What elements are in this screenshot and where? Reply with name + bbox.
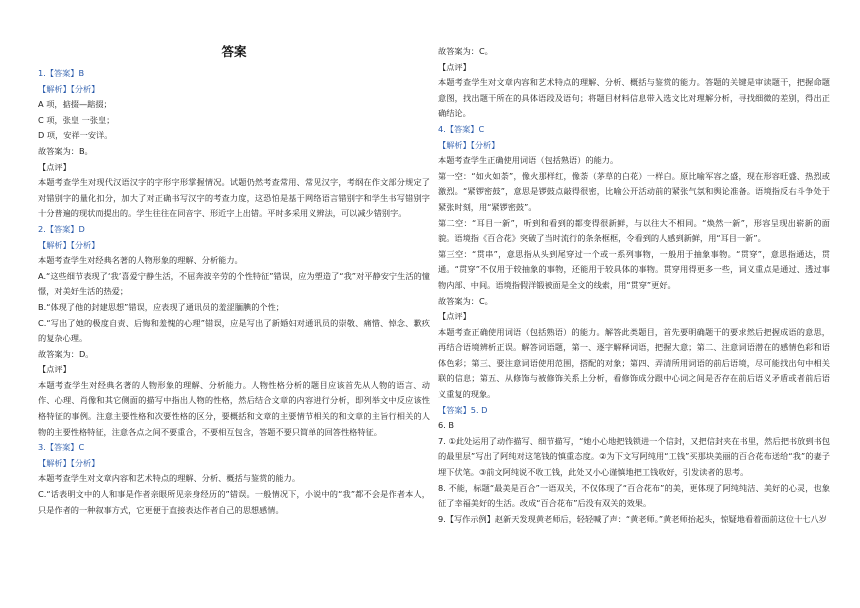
left-paragraph: C.“话表明文中的人和事是作者亲眼所见亲身经历的”错误。一般情况下，小说中的“我”都不会是作者本人，只是作者的一种叙事方式，它更便于直接表达作者自己的思想感情。: [38, 489, 430, 515]
left-paragraph: C.“写出了她的极度自责、后悔和羞愧的心理”错误，应是写出了新婚妇对通讯员的崇敬、痛惜、悼念、歉疚的复杂心理。: [38, 317, 430, 344]
left-paragraph: 【点评】: [38, 161, 71, 172]
left-paragraph: 【解析】【分析】: [38, 83, 100, 94]
left-paragraph: 本题考查学生对经典名著的人物形象的理解、分析能力。: [38, 255, 243, 266]
left-paragraph: B.“体现了他的封建思想”错误，应表现了通讯员的羞涩腼腆的个性；: [38, 301, 284, 312]
right-paragraph: 8. 不能，标题“最美是百合”一语双关，不仅体现了“百合花布”的美，更体现了阿纯纯洁、美好的心灵，也象征了幸福美好的生活。改成“百合花布”后没有双关的效果。: [438, 482, 830, 509]
right-lines: [438, 44, 830, 527]
right-paragraph: 4.【答案】C: [438, 123, 485, 134]
left-paragraph: 【解析】【分析】: [38, 457, 100, 468]
page-title: 答案: [221, 44, 247, 59]
left-paragraph: 3.【答案】C: [38, 442, 85, 453]
right-paragraph: 本题考查正确使用词语（包括熟语）的能力。解答此类题目，首先要明确题干的要求然后把握成语的意思，再结合语境辨析正误。解答词语题，第一、逐字解释词语，把握大意；第二、注意词语潜在的感情色彩和语体色彩；第三、要注意词语使用范围，搭配的对象；第四、弄清所用词语的前后语境，尽可能找出句中相关联的信息；第五、从修饰与被修饰关系上分析，看修饰成分跟中心词之间是否存在前后语义矛盾或者前后语义重复的现象。: [438, 326, 830, 400]
left-paragraph: 2.【答案】D: [38, 223, 85, 234]
left-paragraph: C 项，张皇 一张皇；: [38, 114, 115, 125]
right-paragraph: 本题考查学生对文章内容和艺术特点的理解、分析、概括与鉴赏的能力。答题的关键是审读题干，把握命题意图，找出题干所在的具体语段及语句；将题目材料信息带入选文比对理解分析，寻找细微的差别，得出正确结论。: [438, 77, 830, 119]
right-paragraph: 【解析】【分析】: [438, 139, 500, 150]
right-paragraph: 【点评】: [438, 311, 471, 322]
left-paragraph: 【解析】【分析】: [38, 239, 100, 250]
right-paragraph: 第一空：“如火如荼”，像火那样红，像荼（茅草的白花）一样白。原比喻军容之盛，现在形容旺盛、热烈或激烈。“紧锣密鼓”，意思是锣鼓点敲得很密，比喻公开活动前的紧张气氛和舆论准备。语境指反右斗争处于紧张时刻，用“紧锣密鼓”。: [438, 170, 830, 212]
right-paragraph: 6. B: [438, 420, 455, 431]
right-paragraph: 第三空：“贯串”，意思指从头到尾穿过一个或一系列事物，一般用于抽象事物。“贯穿”，意思指通达，贯通。“贯穿”不仅用于较抽象的事物，还能用于较具体的事物。贯穿用得更多一些，词义重点是通过、透过事物内部、中间。语境指假洋锻被面是全文的线索，用“贯穿”更好。: [438, 248, 830, 290]
left-paragraph: 本题考查学生对文章内容和艺术特点的理解、分析、概括与鉴赏的能力。: [38, 473, 301, 484]
left-paragraph: A 项，掂掇—踮掇；: [38, 99, 112, 110]
left-lines: [38, 66, 430, 518]
right-paragraph: 故答案为：C。: [438, 46, 493, 56]
left-paragraph: A.“这些细节表现了‘我’喜爱宁静生活，不屈奔波辛劳的个性特征”错误，应为塑造了“我”对平静安宁生活的憧憬，对美好生活的热爱；: [38, 270, 430, 297]
left-paragraph: 本题考查学生对经典名著的人物形象的理解、分析能力。人物性格分析的题目应该首先从人物的语言、动作、心理、肖像和其它侧面的描写中指出人物的性格，然后结合文章的内容进行分析，即列举文中反应该性格特征的事例。注意主要性格和次要性格的区分，要概括和文章的主要情节相关的和文章的主旨行相关的人物的主要性格特征，注意各点之间不要重合，不要相互包含，答题不要只简单的回答性格特征。: [38, 379, 430, 437]
right-paragraph: 第二空：“耳目一新”，听到和看到的都变得很新鲜，与以往大不相同。“焕然一新”，形容呈现出崭新的面貌。语境指《百合花》突破了当时流行的条条框框，令看到的人感到新鲜，用“耳目一新”。: [438, 217, 830, 244]
left-paragraph: 1.【答案】B: [38, 68, 85, 78]
left-paragraph: 【点评】: [38, 364, 71, 375]
left-paragraph: 故答案为：B。: [38, 145, 93, 156]
left-paragraph: 本题考查学生对现代汉语汉字的字形字形掌握情况。试题仍然考查常用、常见汉字，考纲在作文部分规定了对错别字的量化扣分，加大了对正确书写汉字的考查力度，这恐怕是基于网络语言错别字和学生书写错别字十分普遍的现状而提出的。学生往往在同音字、形近字上出错。平时多采用义辨法，可以减少错别字。: [38, 177, 430, 219]
right-paragraph: 故答案为：C。: [438, 295, 493, 306]
left-paragraph: D 项，安祥一安详。: [38, 130, 113, 141]
right-paragraph: 【点评】: [438, 61, 471, 72]
left-paragraph: 故答案为：D。: [38, 348, 94, 359]
right-paragraph: 9.【写作示例】赵新天发现黄老师后，轻轻喊了声：“黄老师。”黄老师抬起头，惊疑地看着面前这位十七八岁: [438, 513, 827, 524]
right-paragraph: 本题考查学生正确使用词语（包括熟语）的能力。: [438, 155, 619, 166]
right-paragraph: 7. ①此处运用了动作描写、细节描写，“她小心地把钱锁进一个信封，又把信封夹在书里，然后把书放到书包的最里层”写出了阿纯对这笔钱的慎重态度。②为下文写阿纯用“工钱”买那块美丽的百合花布送给“我”的妻子埋下伏笔。③前文阿纯说不收工钱，此处又小心谨慎地把工钱收好，引发读者的思考。: [438, 435, 830, 478]
right-paragraph: 【答案】5. D: [438, 404, 488, 415]
